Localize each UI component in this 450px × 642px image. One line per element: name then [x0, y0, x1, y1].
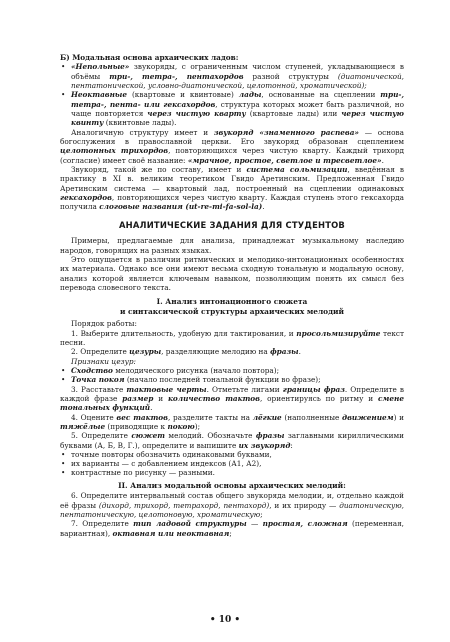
- phrase-labeling-list: [60, 450, 404, 478]
- section-b-title: Б) Модальная основа архаических ладов:: [60, 53, 239, 62]
- list-item: • их варианты — с добавлением индексов (А1, А2),: [60, 459, 404, 468]
- part1-title: [60, 297, 404, 316]
- list-item: • контрастные по рисунку — разными.: [60, 468, 404, 477]
- caesura-signs-list: [60, 366, 404, 385]
- caesura-signs-label: Признаки цезур:: [71, 356, 136, 366]
- list-item: • Точка покоя (начало последней тональной функции во фразе);: [60, 375, 404, 384]
- page-number: • 10 •: [209, 615, 241, 625]
- step-7: 7. Определите тип ладовой структуры — простая, сложная (переменная, вариантная), октавная или неоктавная;: [60, 519, 404, 538]
- list-item: • Неоктавные (квартовые и квинтовые) лады, основанные на сцеплении три-, тетра-, пента- или гексахордов, структура которых может быть различной, но чаще повторяется через чистую кварту (квартовые лады) или через чистую квинту (квинтовые лады).: [60, 90, 404, 127]
- section-heading: АНАЛИТИЧЕСКИЕ ЗАДАНИЯ ДЛЯ СТУДЕНТОВ: [118, 219, 346, 230]
- part2-title: II. Анализ модальной основы архаических мелодий:: [118, 480, 346, 490]
- solmization-paragraph: Звукоряд, такой же по составу, имеет и система сольмизации, введённая в практику в XI в. великим теоретиком Гвидо Аретинским. Предложенная Гвидо Аретинским система — квартовый лад, построенный на сцеплении одинаковых гексахордов, повторяющихся через чистую кварту. Каждая ступень этого гексахорда получила слоговые названия (ut-re-mi-fa-sol-la).: [60, 164, 405, 212]
- intro-paragraph-2: Это ощущается в различии ритмических и мелодико-интонационных особенностях их материала. Однако все они имеют весьма сходную тональную и модальную основу, анализ которой является ключевым навыком, позволяющим понять их смысл без перевода словесного текста.: [60, 254, 404, 292]
- znamenny-paragraph: Аналогичную структуру имеет и звукоряд «знаменного распева» — основа богослужения в православной церкви. Его звукоряд образован сцеплением целотонных трихордов, повторяющихся через чистую кварту. Каждый трихорд (согласие) имеет своё название: «мрачное, простое, светлое и тресветлое».: [60, 127, 405, 165]
- part1-title-line1: I. Анализ интонационного сюжета: [156, 297, 308, 307]
- step-2: 2. Определите цезуры, разделяющие мелодию на фразы.: [71, 347, 301, 357]
- intro-paragraph-1: Примеры, предлагаемые для анализа, принадлежат музыкальному наследию народов, говорящих на разных языках.: [60, 236, 404, 255]
- step-4: 4. Оцените вес тактов, разделите такты на лёгкие (наполненные движением) и тяжёлые (приводящие к покою);: [60, 412, 404, 431]
- step-3: 3. Расставьте тактовые черты. Отметьте лигами границы фраз. Определите в каждой фразе размер и количество тактов, ориентируясь по ритму и смене тональных функций.: [60, 384, 404, 413]
- step-1: 1. Выберите длительность, удобную для тактирования, и просольмизируйте текст песни.: [60, 328, 405, 347]
- part1-title-line2: и синтаксической структуры архаических мелодий: [119, 306, 345, 316]
- list-item: • Сходство мелодического рисунка (начало повтора);: [60, 366, 404, 375]
- list-item: • «Непольные» звукоряды, с ограниченным числом ступеней, укладывающиеся в объёмы три-, тетра-, пентахордов разной структуры (диатонической, пентатонической, условно-диатонической, целотонной, хроматической);: [60, 62, 404, 90]
- step-6: 6. Определите интервальный состав общего звукоряда мелодии, и, отдельно каждой её фразы (дихорд, трихорд, тетрахорд, пентахорд), и их природу — диатоническую, пентатоническую, целотоновую, хроматическую;: [60, 491, 404, 519]
- archaic-modes-list: [60, 62, 404, 127]
- step-5: 5. Определите сюжет мелодий. Обозначьте фразы заглавными кириллическими буквами (А, Б, В, Г.), определите и выпишите их звукоряд:: [60, 431, 404, 450]
- list-item: • точные повторы обозначить одинаковыми буквами,: [60, 450, 404, 459]
- work-order-label: Порядок работы:: [71, 319, 137, 329]
